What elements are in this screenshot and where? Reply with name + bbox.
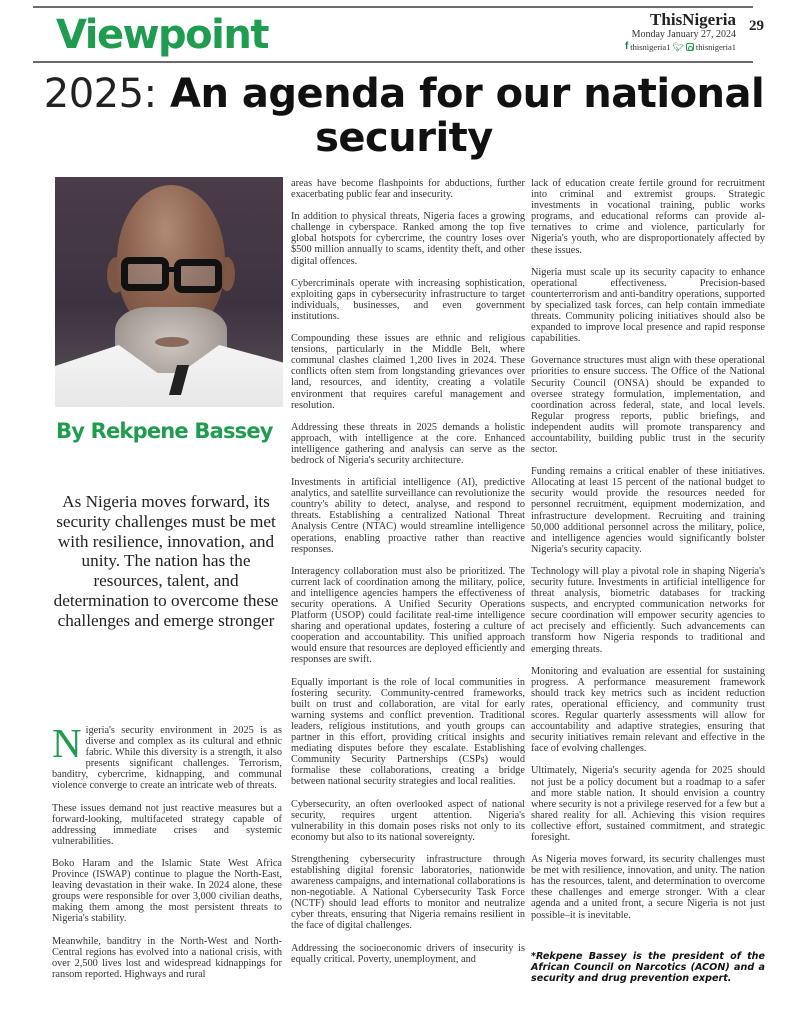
headline [0, 72, 808, 160]
pull-quote: As Nigeria moves forward, its security challenges must be met with resilience, innovation, and unity. The nation has the resources, talent, and determination to overcome these challenges and emerge stronger [53, 492, 279, 630]
social-handles [625, 41, 736, 53]
paragraph: In addition to physical threats, Nigeria faces a growing challenge in cyberspace. Ranked among the top five global hotspots for cybercrime, the country loses over $500 million annually to scams, identity theft, and other digital offences. [291, 211, 525, 267]
instagram-icon [686, 43, 694, 51]
paragraph [52, 720, 282, 792]
author-bio: *Rekpene Bassey is the president of the African Council on Narcotics (ACON) and a security and drug prevention expert. [531, 950, 765, 984]
paragraph: Addressing these threats in 2025 demands a holistic approach, with intelligence at the core. Enhanced intelligence gathering and analysis can serve as the bedrock of Nigeria's security architecture. [291, 421, 525, 466]
paragraph: Cybersecurity, an often overlooked aspect of national security, requires urgent attention. Nigeria's vulnerability in this domain poses risks not only to its economy but also to its national sovereignty. [291, 798, 525, 843]
paragraph: Funding remains a critical enabler of these initiatives. Allocating at least 15 percent of the national budget to security would provide the resources needed for personnel recruitment, equipment modernization, and infrastructure development. Recruiting and training 50,000 additional personnel across the military, police, and intelligence agencies would significantly bolster Nigeria's security capacity. [531, 466, 765, 555]
photo-mouth [155, 337, 189, 347]
headline-main: An agenda for our national security [169, 71, 765, 161]
author-photo [55, 177, 283, 407]
photo-glasses-right [174, 259, 222, 293]
paragraph: Meanwhile, banditry in the North-West and North-Central regions has evolved into a national crisis, with over 2,500 lives lost and widespread kidnappings for ransom reported. Highways and rural [52, 935, 282, 980]
paper-name: ThisNigeria [650, 10, 736, 29]
paragraph: areas have become flashpoints for abductions, further exacerbating public fear and insecurity. [291, 178, 525, 201]
masthead [625, 11, 736, 53]
top-rule [33, 6, 753, 8]
paragraph: Addressing the socioeconomic drivers of insecurity is equally critical. Poverty, unemployment, and [291, 942, 525, 965]
paragraph: Investments in artificial intelligence (AI), predictive analytics, and satellite surveillance can revolutionize the country's ability to detect, analyse, and respond to threats. Establishing a centralized National Threat Analysis Centre (NTAC) would streamline intelligence operations, enabling proactive rather than reactive responses. [291, 477, 525, 555]
paragraph: Equally important is the role of local communities in fostering security. Community-centred frameworks, built on trust and collaboration, are vital for early warning systems and conflict prevention. Traditional leaders, religious institutions, and youth groups can partner in this effort, providing critical insights and mediating disputes before they escalate. Establishing Community Security Partnerships (CSPs) would formalise these collaborations, creating a bridge between national security strategies and local realities. [291, 676, 525, 788]
column-2 [291, 178, 525, 976]
paragraph: lack of education create fertile ground for recruitment into criminal and extremist groups. Strategic investments in vocational training, public works programs, and educational reforms can provide alternatives to crime and violence, particularly for Nigeria's youth, who are disproportionately affected by these issues. [531, 178, 765, 256]
paragraph: Nigeria must scale up its security capacity to enhance operational effectiveness. Precision-based counterterrorism and anti-banditry operations, supported by specialized task forces, can help contain immediate threats. Community policing initiatives should also be expanded to improve local presence and rapid response capabilities. [531, 266, 765, 345]
section-title: Viewpoint [56, 12, 268, 58]
issue-date: Monday January 27, 2024 [631, 29, 736, 40]
column-1 [52, 720, 282, 991]
page-number: 29 [749, 18, 764, 34]
headline-year: 2025: [43, 71, 157, 117]
byline: By Rekpene Bassey [56, 419, 273, 443]
facebook-handle: thisnigeria1 [630, 42, 671, 52]
facebook-icon: f [624, 41, 629, 52]
instagram-handle: thisnigeria1 [695, 42, 736, 52]
header-rule [33, 61, 753, 63]
paragraph: Cybercriminals operate with increasing sophistication, exploiting gaps in cybersecurity infrastructure to target individuals, businesses, and even government institutions. [291, 277, 525, 322]
paragraph: Strengthening cybersecurity infrastructure through establishing digital forensic laboratories, nationwide awareness campaigns, and international collaborations is non-negotiable. A National Cybersecurity Task Force (NCTF) should lead efforts to monitor and neutralize cyber threats, ensuring that Nigeria remains resilient in the face of digital challenges. [291, 853, 525, 932]
drop-cap: N [52, 720, 82, 766]
twitter-icon: 🐦︎ [672, 42, 684, 52]
photo-glasses-left [121, 257, 169, 291]
paragraph: These issues demand not just reactive measures but a forward-looking, multifaceted strategy capable of addressing immediate crises and systemic vulnerabilities. [52, 802, 282, 847]
photo-glasses-bridge [167, 267, 176, 272]
paragraph: Compounding these issues are ethnic and religious tensions, particularly in the Middle Belt, where communal clashes claimed 1,200 lives in 2024. These conflicts often stem from longstanding grievances over land, resources, and identity, creating a volatile environment that requires careful management and resolution. [291, 333, 525, 411]
paragraph: Ultimately, Nigeria's security agenda for 2025 should not just be a policy document but a roadmap to a safer and more stable nation. It should envision a country where security is not a privilege reserved for a few but a shared reality for all. Achieving this vision requires collective effort, sustained commitment, and strategic foresight. [531, 765, 765, 843]
column-3 [531, 178, 765, 984]
paragraph: Monitoring and evaluation are essential for sustaining progress. A performance measurement framework should track key metrics such as incident reduction rates, operational efficiency, and community trust scores. Regular quarterly assessments will allow for accountability and adaptive strategies, ensuring that security initiatives remain relevant and effective in the face of evolving challenges. [531, 665, 765, 755]
paragraph: Technology will play a pivotal role in shaping Nigeria's security future. Investments in artificial intelligence for threat analysis, biometric databases for tracking suspects, and encrypted communication networks for secure coordination will empower security agencies to act precisely and efficiently. Such advancements can transform how Nigeria responds to traditional and emerging threats. [531, 565, 765, 655]
lead-paragraph-text: igeria's security environment in 2025 is as diverse and complex as its cultural and ethnic fabric. While this diversity is a strength, it also presents significant challenges. Terrorism, banditry, cybercrime, kidnapping, and communal violence converge to create an intricate web of threats. [52, 725, 282, 792]
paragraph: Boko Haram and the Islamic State West Africa Province (ISWAP) continue to plague the North-East, leaving devastation in their wake. In 2024 alone, these groups were responsible for over 3,000 civilian deaths, making them among the most persistent threats to Nigeria's stability. [52, 857, 282, 925]
paragraph: Interagency collaboration must also be prioritized. The current lack of coordination among the military, police, and intelligence agencies hampers the effectiveness of security operations. A Unified Security Operations Platform (USOP) could facilitate real-time intelligence sharing and operational updates, fostering a culture of cooperation and accountability. This unified approach would ensure that resources are deployed efficiently and responses are swift. [291, 565, 525, 666]
paragraph: As Nigeria moves forward, its security challenges must be met with resilience, innovation, and unity. The nation has the resources, talent, and determination to overcome these challenges and emerge stronger. With a clear agenda and a united front, a secure Nigeria is not just possible–it is inevitable. [531, 854, 765, 921]
paragraph: Governance structures must align with these operational priorities to ensure success. The Office of the National Security Council (ONSA) should be expanded to oversee strategy formulation, implementation, and coordination across federal, state, and local levels. Regular progress reports, public briefings, and independent audits will promote transparency and accountability, building public trust in the security sector. [531, 355, 765, 456]
